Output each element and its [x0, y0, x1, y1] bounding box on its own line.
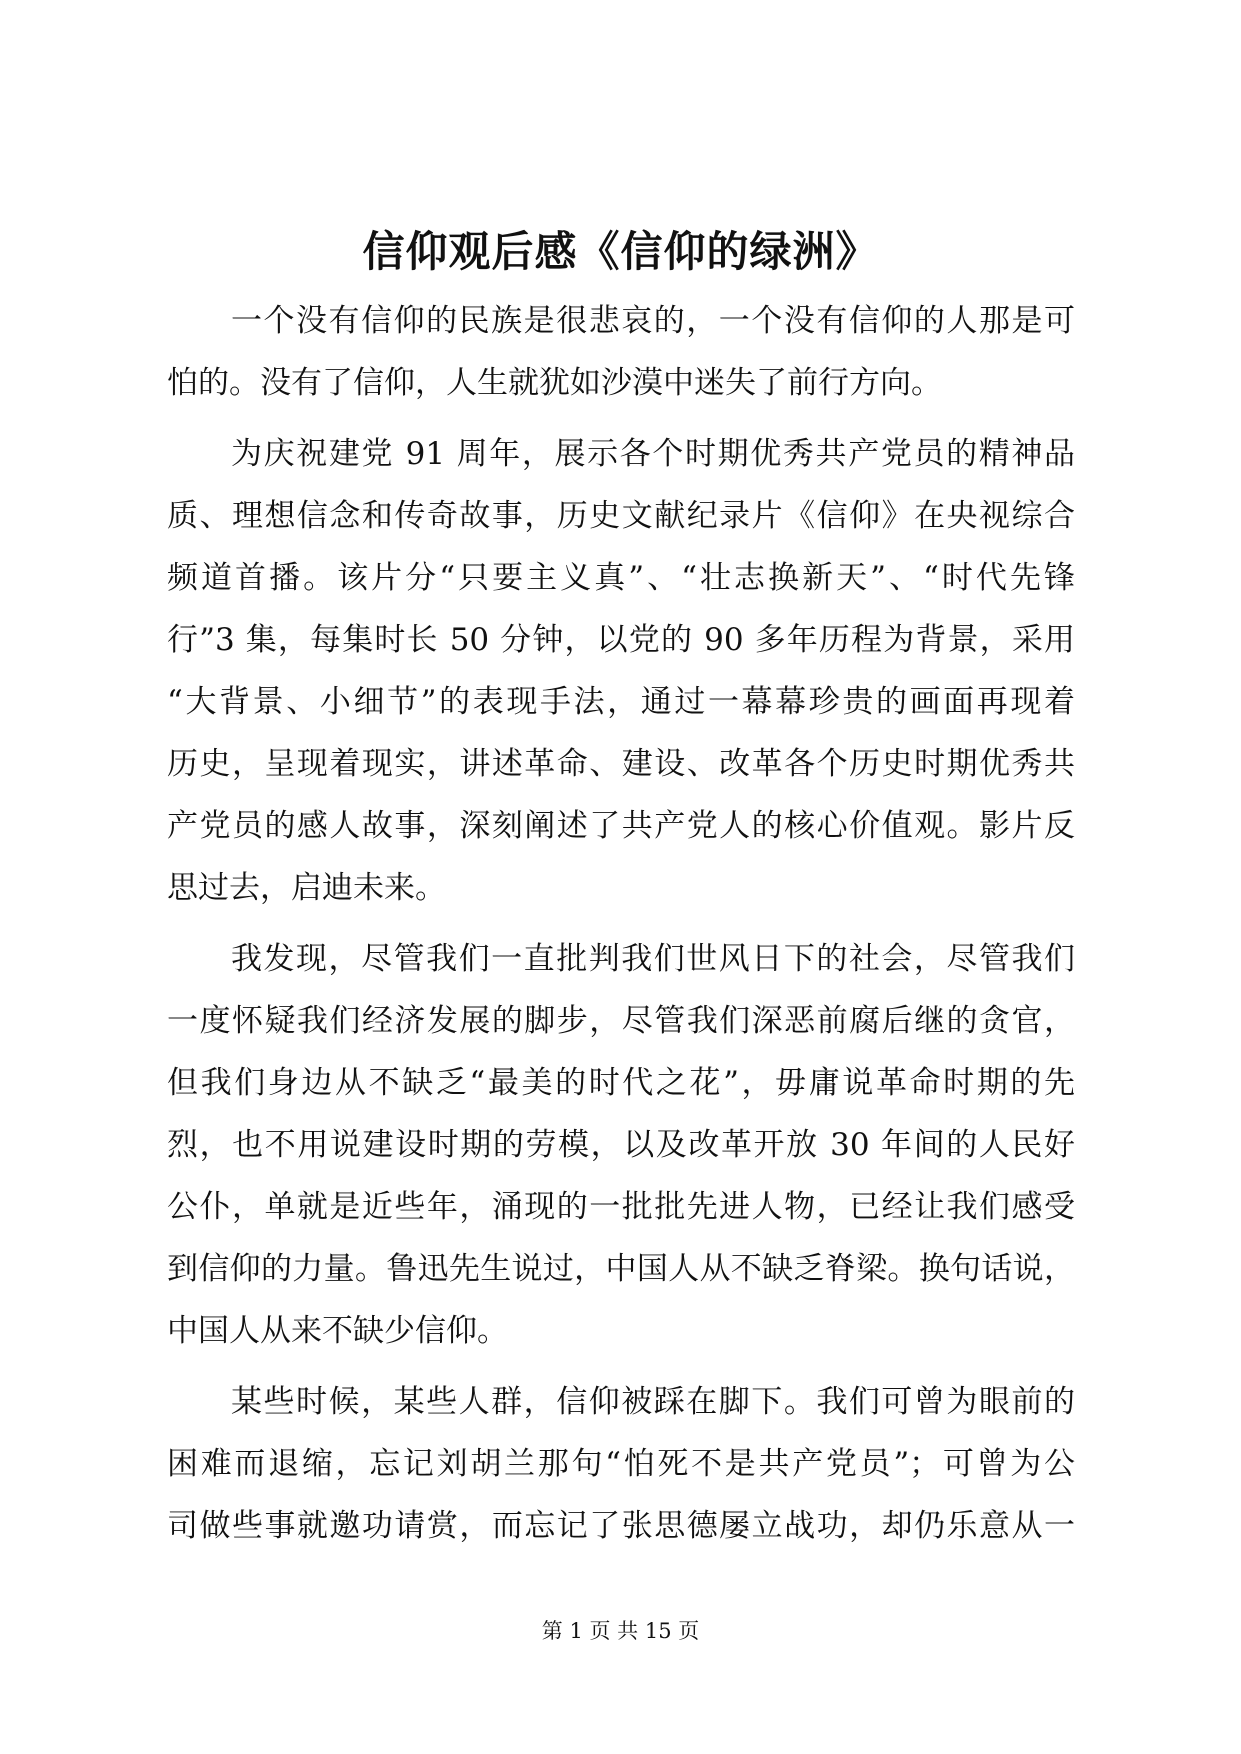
text-line: 怕的。没有了信仰，人生就犹如沙漠中迷失了前行方向。 — [167, 365, 942, 401]
text-line: 困难而退缩，忘记刘胡兰那句“怕死不是共产党员”；可曾为公 — [167, 1446, 1075, 1482]
text-line: 为庆祝建党 91 周年，展示各个时期优秀共产党员的精神品 — [231, 436, 1075, 472]
text-line: 历史，呈现着现实，讲述革命、建设、改革各个历史时期优秀共 — [167, 746, 1075, 782]
page-footer: 第 1 页 共 15 页 — [541, 1619, 700, 1643]
text-line: 频道首播。该片分“只要主义真”、“壮志换新天”、“时代先锋 — [167, 560, 1075, 596]
text-line: 烈，也不用说建设时期的劳模，以及改革开放 30 年间的人民好 — [167, 1127, 1075, 1163]
text-line: “大背景、小细节”的表现手法，通过一幕幕珍贵的画面再现着 — [167, 684, 1075, 720]
text-line: 行”3 集，每集时长 50 分钟，以党的 90 多年历程为背景，采用 — [167, 622, 1075, 658]
paragraph — [167, 423, 1075, 919]
document-body — [167, 290, 1075, 1557]
text-line: 司做些事就邀功请赏，而忘记了张思德屡立战功，却仍乐意从一 — [167, 1508, 1075, 1544]
text-line: 产党员的感人故事，深刻阐述了共产党人的核心价值观。影片反 — [167, 808, 1075, 844]
text-line: 质、理想信念和传奇故事，历史文献纪录片《信仰》在央视综合 — [167, 498, 1075, 534]
paragraph-gap — [167, 919, 1075, 928]
text-line: 思过去，启迪未来。 — [167, 870, 446, 906]
text-line: 一度怀疑我们经济发展的脚步，尽管我们深恶前腐后继的贪官， — [167, 1003, 1075, 1039]
text-line: 中国人从来不缺少信仰。 — [167, 1313, 508, 1349]
paragraph — [167, 928, 1075, 1362]
text-line: 到信仰的力量。鲁迅先生说过，中国人从不缺乏脊梁。换句话说， — [167, 1251, 1075, 1287]
text-line: 一个没有信仰的民族是很悲哀的，一个没有信仰的人那是可 — [231, 303, 1075, 339]
document-title: 信仰观后感《信仰的绿洲》 — [362, 227, 879, 276]
text-line: 某些时候，某些人群，信仰被踩在脚下。我们可曾为眼前的 — [231, 1384, 1075, 1420]
paragraph-gap — [167, 1362, 1075, 1371]
text-line: 我发现，尽管我们一直批判我们世风日下的社会，尽管我们 — [231, 941, 1075, 977]
text-line: 但我们身边从不缺乏“最美的时代之花”，毋庸说革命时期的先 — [167, 1065, 1075, 1101]
paragraph — [167, 1371, 1075, 1557]
text-line: 公仆，单就是近些年，涌现的一批批先进人物，已经让我们感受 — [167, 1189, 1075, 1225]
paragraph — [167, 290, 1075, 414]
paragraph-gap — [167, 414, 1075, 423]
